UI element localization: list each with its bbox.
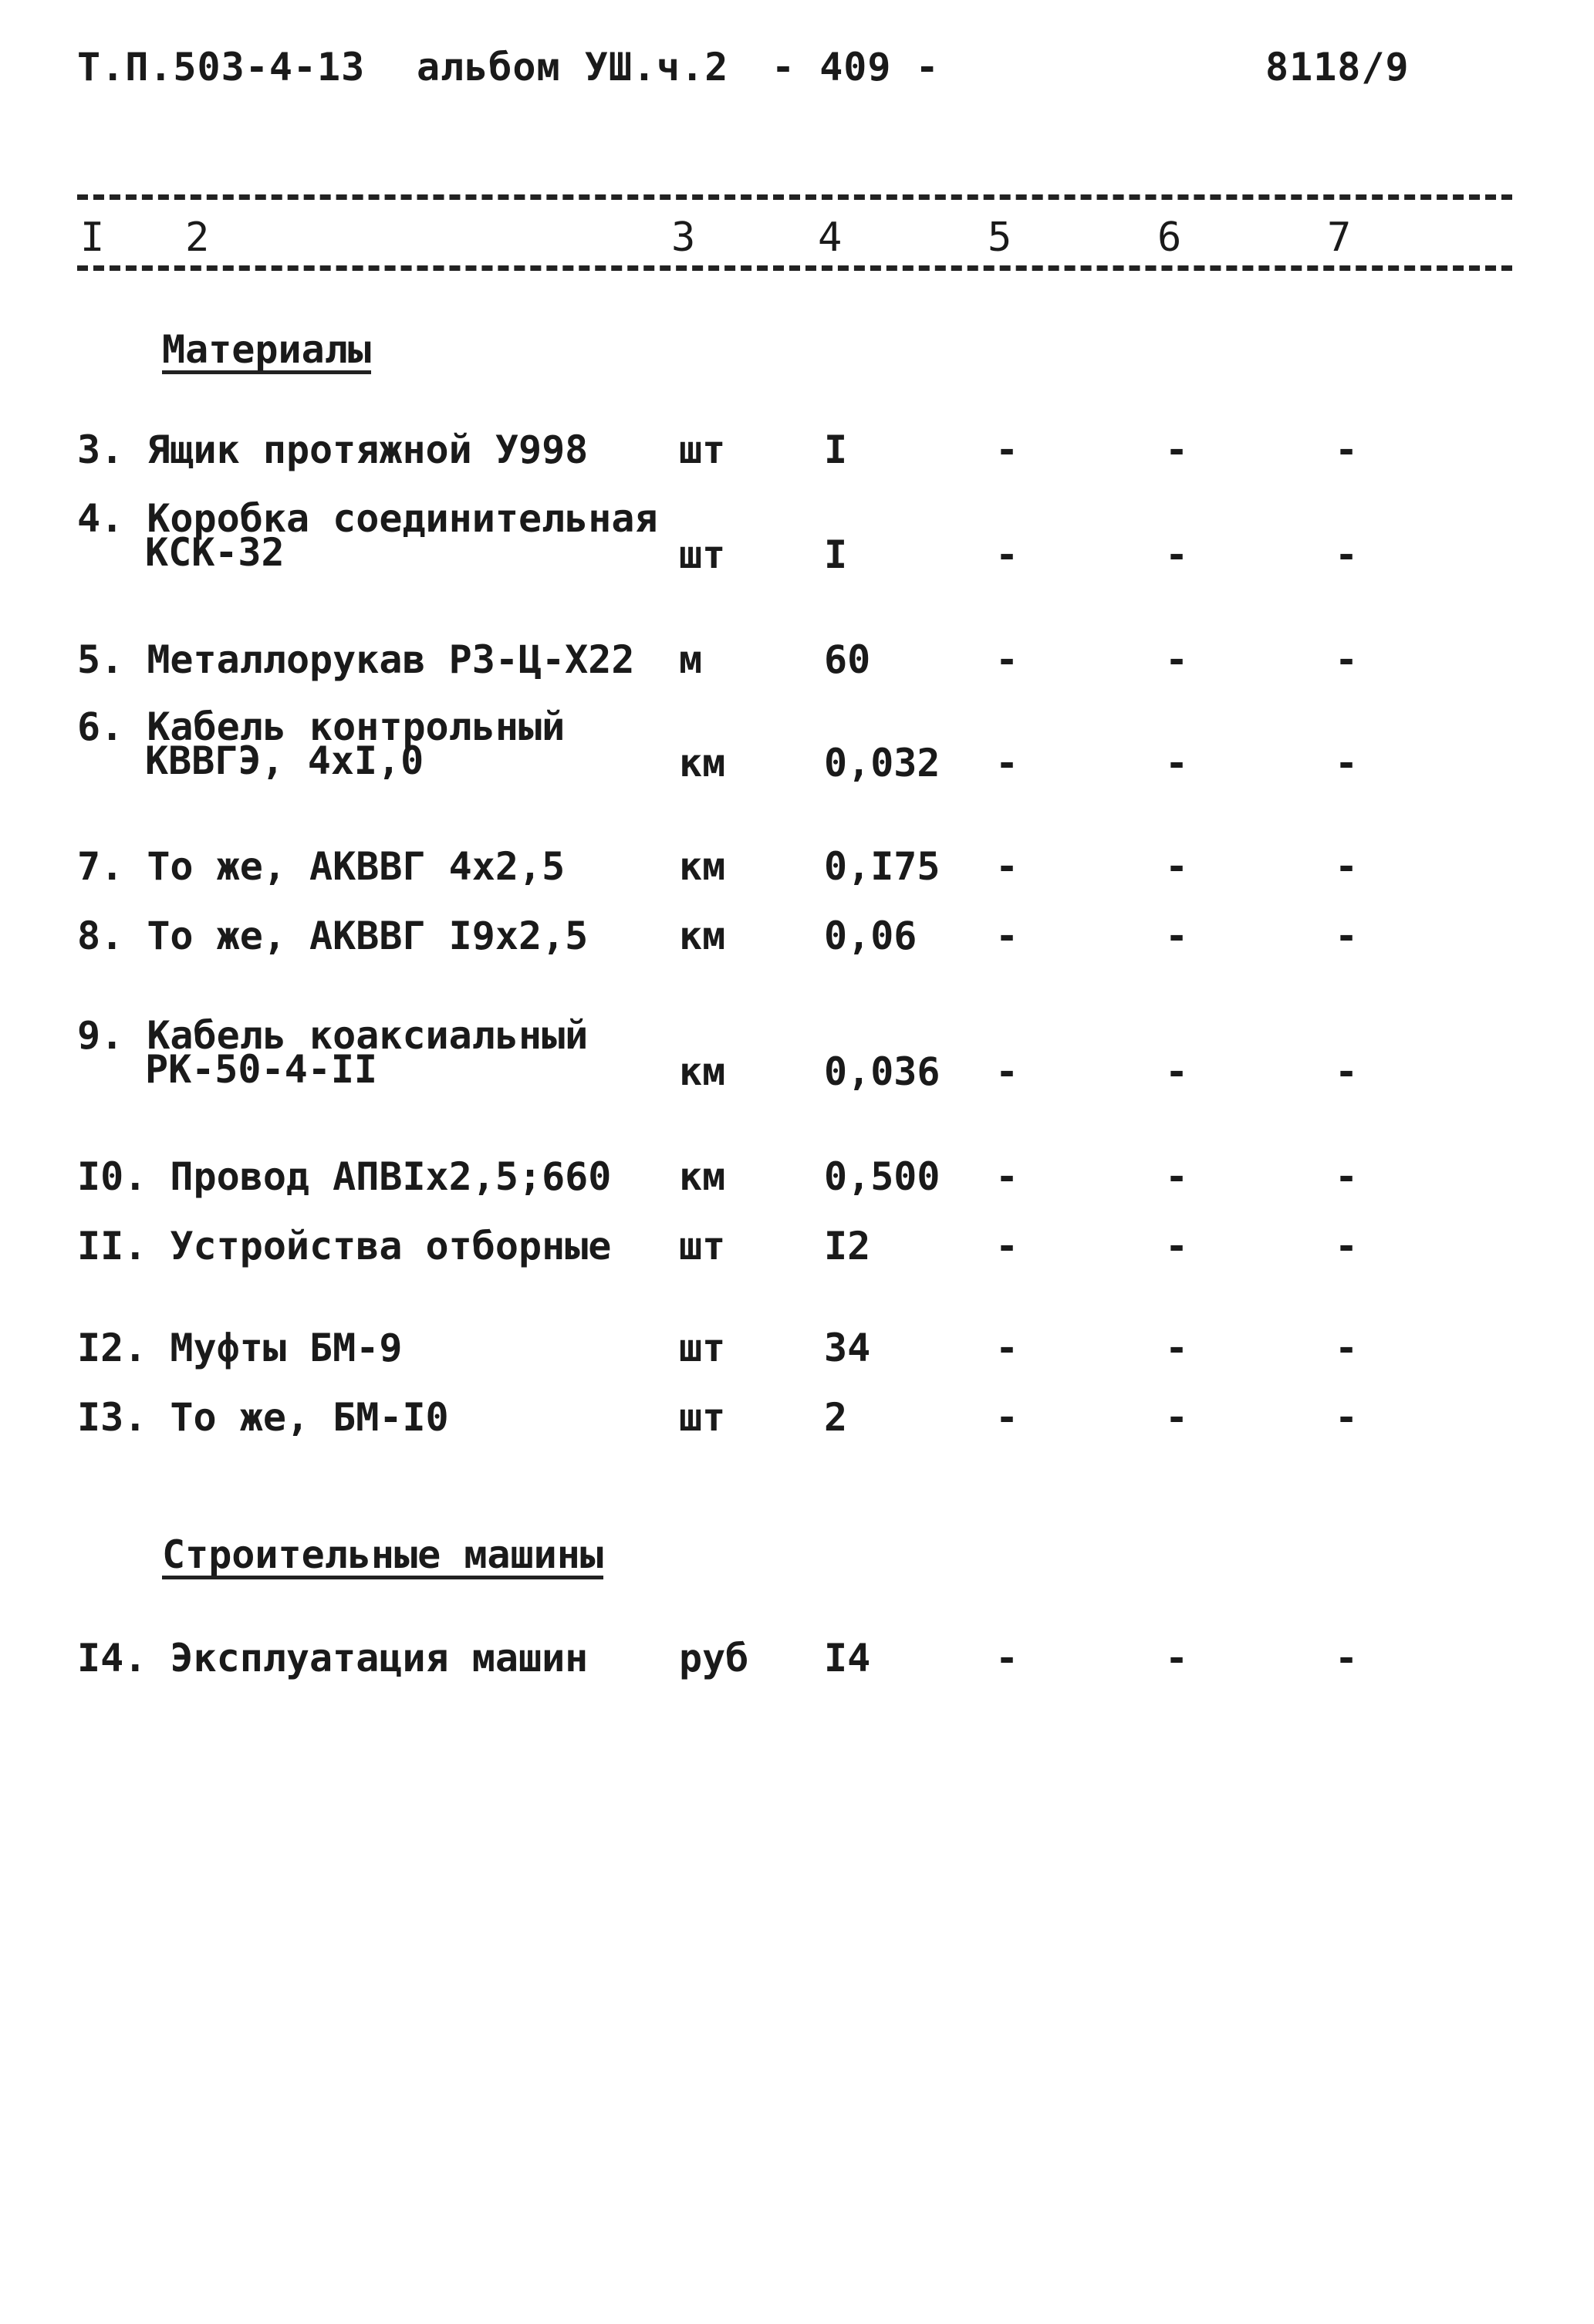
col5-value: - xyxy=(995,1636,1019,1681)
item-quantity: 0,06 xyxy=(824,914,917,958)
col7-value: - xyxy=(1335,1636,1359,1681)
col6-value: - xyxy=(1165,844,1189,889)
col6-value: - xyxy=(1165,532,1189,577)
column-number-1: I xyxy=(80,214,105,261)
table-header-rule xyxy=(77,265,1512,271)
col5-value: - xyxy=(995,844,1019,889)
item-unit: шт xyxy=(679,1326,726,1370)
item-unit: шт xyxy=(679,1395,726,1440)
column-number-4: 4 xyxy=(818,214,843,261)
item-name: 9. Кабель коаксиальный РК-50-4-II xyxy=(77,1013,589,1092)
col6-value: - xyxy=(1165,741,1189,785)
doc-code: Т.П.503-4-13 xyxy=(77,45,366,90)
col6-value: - xyxy=(1165,914,1189,958)
item-name: 8. То же, АКВВГ I9х2,5 xyxy=(77,914,589,958)
col7-value: - xyxy=(1335,1049,1359,1094)
col6-value: - xyxy=(1165,1636,1189,1681)
col5-value: - xyxy=(995,914,1019,958)
item-unit: шт xyxy=(679,1224,726,1268)
item-unit: м xyxy=(679,637,703,682)
sheet-code: 8118/9 xyxy=(1265,45,1410,90)
section-title-machines: Строительные машины xyxy=(162,1535,603,1579)
col7-value: - xyxy=(1335,1395,1359,1440)
item-quantity: 2 xyxy=(824,1395,848,1440)
item-quantity: I xyxy=(824,532,848,577)
item-quantity: 0,I75 xyxy=(824,844,941,889)
album-label: альбом УШ.ч.2 xyxy=(417,45,729,90)
item-name: 7. То же, АКВВГ 4х2,5 xyxy=(77,844,566,889)
item-name: 5. Металлорукав РЗ-Ц-Х22 xyxy=(77,637,635,682)
item-name: II. Устройства отборные xyxy=(77,1224,612,1268)
item-quantity: 0,036 xyxy=(824,1049,941,1094)
col6-value: - xyxy=(1165,1224,1189,1268)
item-name: I3. То же, БМ-I0 xyxy=(77,1395,449,1440)
col7-value: - xyxy=(1335,1154,1359,1199)
col5-value: - xyxy=(995,1049,1019,1094)
item-unit: км xyxy=(679,1049,726,1094)
item-unit: км xyxy=(679,741,726,785)
col6-value: - xyxy=(1165,1326,1189,1370)
item-name: I2. Муфты БМ-9 xyxy=(77,1326,403,1370)
col6-value: - xyxy=(1165,1154,1189,1199)
col5-value: - xyxy=(995,741,1019,785)
section-title-materials: Материалы xyxy=(162,330,371,374)
col6-value: - xyxy=(1165,1049,1189,1094)
item-name: 6. Кабель контрольный КВВГЭ, 4хI,0 xyxy=(77,704,566,783)
col7-value: - xyxy=(1335,1224,1359,1268)
column-number-7: 7 xyxy=(1327,214,1352,261)
col5-value: - xyxy=(995,637,1019,682)
item-quantity: 0,500 xyxy=(824,1154,941,1199)
col6-value: - xyxy=(1165,427,1189,472)
col5-value: - xyxy=(995,1224,1019,1268)
item-quantity: I2 xyxy=(824,1224,871,1268)
column-number-3: 3 xyxy=(671,214,696,261)
item-unit: км xyxy=(679,914,726,958)
item-unit: км xyxy=(679,1154,726,1199)
item-quantity: I4 xyxy=(824,1636,871,1681)
column-number-6: 6 xyxy=(1157,214,1182,261)
item-unit: км xyxy=(679,844,726,889)
col7-value: - xyxy=(1335,427,1359,472)
item-quantity: 0,032 xyxy=(824,741,941,785)
col5-value: - xyxy=(995,1326,1019,1370)
item-name: 3. Ящик протяжной У998 xyxy=(77,427,589,472)
table-top-rule xyxy=(77,194,1512,200)
column-number-5: 5 xyxy=(988,214,1012,261)
col5-value: - xyxy=(995,1154,1019,1199)
item-quantity: 34 xyxy=(824,1326,871,1370)
col6-value: - xyxy=(1165,1395,1189,1440)
col7-value: - xyxy=(1335,844,1359,889)
item-name: I0. Провод АПВIх2,5;660 xyxy=(77,1154,612,1199)
col6-value: - xyxy=(1165,637,1189,682)
col7-value: - xyxy=(1335,741,1359,785)
column-number-2: 2 xyxy=(185,214,210,261)
col7-value: - xyxy=(1335,637,1359,682)
col7-value: - xyxy=(1335,914,1359,958)
item-quantity: I xyxy=(824,427,848,472)
item-unit: шт xyxy=(679,532,726,577)
page-number: - 409 - xyxy=(772,45,940,90)
col5-value: - xyxy=(995,427,1019,472)
item-name: 4. Коробка соединительная КСК-32 xyxy=(77,496,658,575)
item-quantity: 60 xyxy=(824,637,871,682)
col7-value: - xyxy=(1335,532,1359,577)
item-unit: шт xyxy=(679,427,726,472)
col5-value: - xyxy=(995,1395,1019,1440)
col7-value: - xyxy=(1335,1326,1359,1370)
item-name: I4. Эксплуатация машин xyxy=(77,1636,589,1681)
col5-value: - xyxy=(995,532,1019,577)
item-unit: руб xyxy=(679,1636,749,1681)
